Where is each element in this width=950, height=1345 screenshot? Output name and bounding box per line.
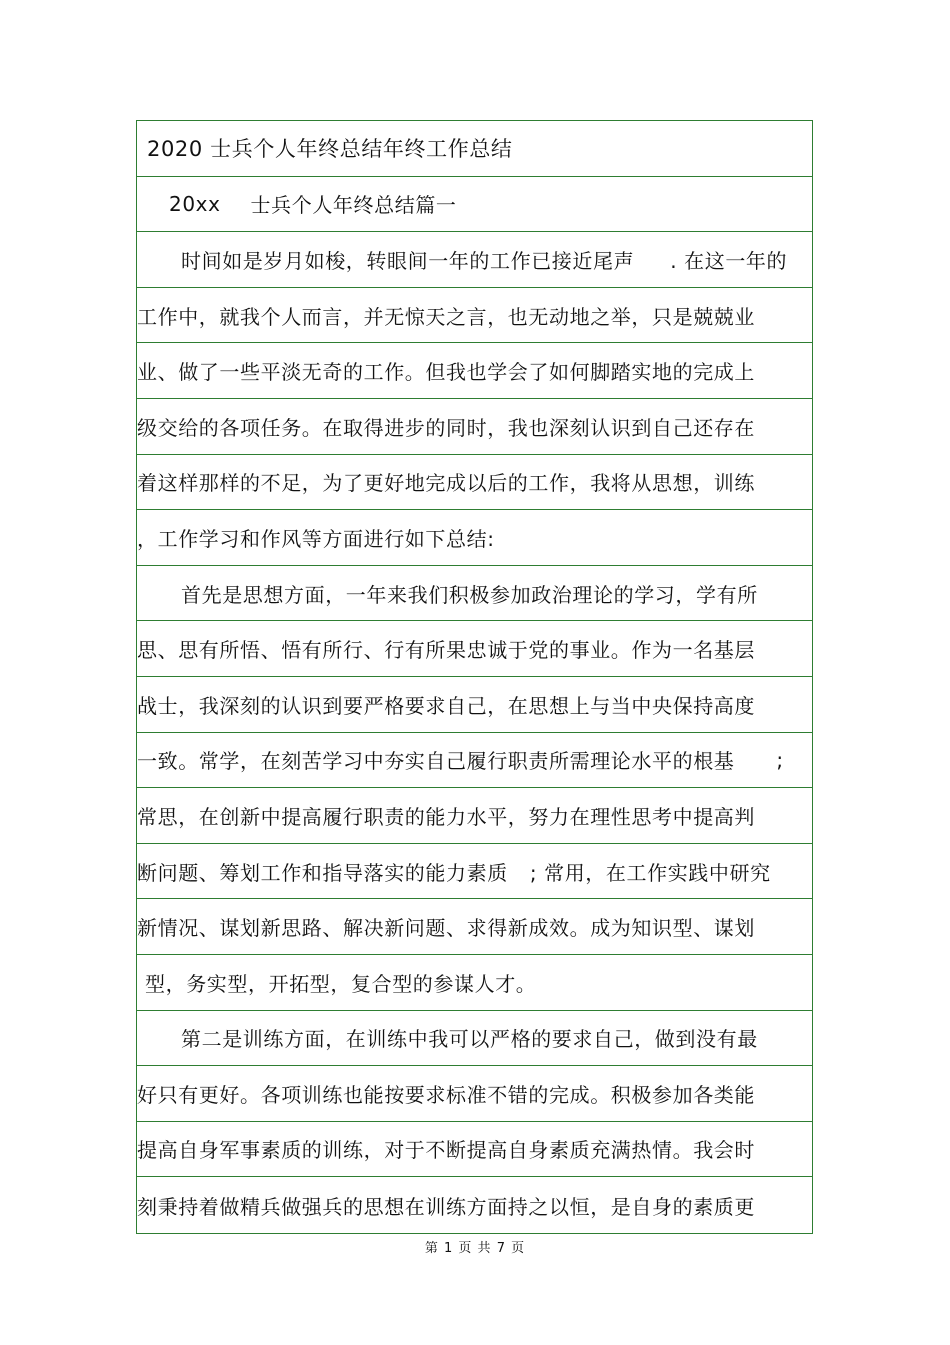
text-line: 级交给的各项任务。在取得进步的同时，我也深刻认识到自己还存在 [137,399,812,455]
document-title: 2020 士兵个人年终总结年终工作总结 [137,121,812,177]
text-line: 一致。常学，在刻苦学习中夯实自己履行职责所需理论水平的根基 ; [137,733,812,789]
page-footer: 第 1 页 共 7 页 [424,1241,526,1256]
text-line: 第二是训练方面，在训练中我可以严格的要求自己，做到没有最 [137,1011,812,1067]
text-line: 业、做了一些平淡无奇的工作。但我也学会了如何脚踏实地的完成上 [137,343,812,399]
text-line: 新情况、谋划新思路、解决新问题、求得新成效。成为知识型、谋划 [137,899,812,955]
text-line: 提高自身军事素质的训练，对于不断提高自身素质充满热情。我会时 [137,1122,812,1178]
document-table [136,120,813,1234]
text-line: 型，务实型，开拓型，复合型的参谋人才。 [137,955,812,1011]
section-heading [137,177,812,233]
text-line: 断问题、筹划工作和指导落实的能力素质 ; 常用，在工作实践中研究 [137,844,812,900]
text-line: 首先是思想方面，一年来我们积极参加政治理论的学习，学有所 [137,566,812,622]
text-line: ，工作学习和作风等方面进行如下总结: [137,510,812,566]
text-line: 时间如是岁月如梭，转眼间一年的工作已接近尾声 . 在这一年的 [137,232,812,288]
text-line: 战士，我深刻的认识到要严格要求自己，在思想上与当中央保持高度 [137,677,812,733]
text-line: 刻秉持着做精兵做强兵的思想在训练方面持之以恒，是自身的素质更 [137,1194,755,1219]
text-line: 工作中，就我个人而言，并无惊天之言，也无动地之举，只是兢兢业 [137,288,812,344]
section-heading-text: 士兵个人年终总结篇一 [250,193,457,218]
text-line: 思、思有所悟、悟有所行、行有所果忠诚于党的事业。作为一名基层 [137,621,812,677]
text-line: 着这样那样的不足，为了更好地完成以后的工作，我将从思想，训练 [137,455,812,511]
text-line: 常思，在创新中提高履行职责的能力水平，努力在理性思考中提高判 [137,788,812,844]
text-line: 好只有更好。各项训练也能按要求标准不错的完成。积极参加各类能 [137,1066,812,1122]
section-year: 20xx [169,191,221,216]
